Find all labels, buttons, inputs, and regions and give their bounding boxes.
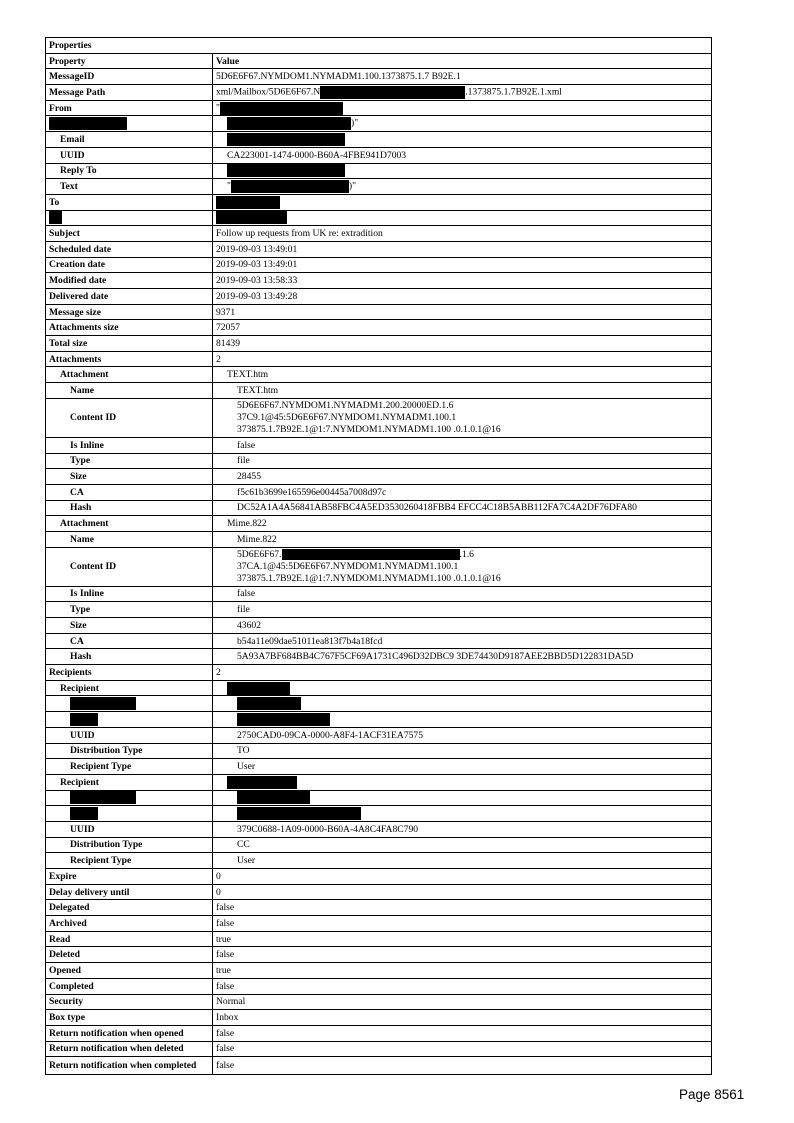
property-value: 28455 <box>213 469 712 485</box>
table-row <box>46 273 712 289</box>
property-label: Delegated <box>46 900 213 916</box>
property-label: Recipient <box>46 680 213 696</box>
property-value <box>213 163 712 179</box>
property-value: CC <box>213 837 712 853</box>
table-row <box>46 712 712 728</box>
table-row <box>46 100 712 116</box>
table-row <box>46 916 712 932</box>
redaction-block <box>237 791 310 804</box>
property-value: 2 <box>213 665 712 681</box>
table-row <box>46 241 712 257</box>
property-value <box>213 774 712 790</box>
property-label: Attachment <box>46 516 213 532</box>
table-row <box>46 790 712 806</box>
table-row <box>46 633 712 649</box>
property-label: Box type <box>46 1010 213 1026</box>
property-label: Subject <box>46 226 213 242</box>
redaction-block <box>227 682 290 695</box>
table-row <box>46 649 712 665</box>
table-title-row <box>46 38 712 54</box>
property-value: 2019-09-03 13:49:01 <box>213 241 712 257</box>
table-row <box>46 69 712 85</box>
table-row <box>46 978 712 994</box>
table-row <box>46 994 712 1010</box>
property-value: TEXT.htm <box>213 383 712 399</box>
redaction-block <box>49 211 62 224</box>
table-row <box>46 665 712 681</box>
property-label: Message size <box>46 304 213 320</box>
property-label: Type <box>46 453 213 469</box>
table-row <box>46 680 712 696</box>
property-value: false <box>213 978 712 994</box>
table-row <box>46 1057 712 1075</box>
property-value: 2019-09-03 13:58:33 <box>213 273 712 289</box>
property-label <box>46 696 213 712</box>
property-label: Hash <box>46 649 213 665</box>
table-row <box>46 900 712 916</box>
property-label: Recipient <box>46 774 213 790</box>
property-value: false <box>213 1041 712 1057</box>
property-value <box>213 132 712 148</box>
content-id-line: 5D6E6F67.NYMDOM1.NYMADM1.200.20000ED.1.6 <box>237 399 454 411</box>
table-row <box>46 257 712 273</box>
property-value: false <box>213 916 712 932</box>
property-value: 9371 <box>213 304 712 320</box>
property-label: UUID <box>46 147 213 163</box>
property-label: Distribution Type <box>46 743 213 759</box>
property-value: false <box>213 947 712 963</box>
table-row <box>46 1025 712 1041</box>
property-label: Security <box>46 994 213 1010</box>
property-label <box>46 712 213 728</box>
table-row <box>46 743 712 759</box>
content-id-line <box>237 549 708 561</box>
property-value <box>213 806 712 822</box>
redaction-block <box>70 791 136 804</box>
property-label: UUID <box>46 821 213 837</box>
table-row <box>46 1010 712 1026</box>
property-label: Deleted <box>46 947 213 963</box>
content-id-line: 373875.1.7B92E.1@1:7.NYMDOM1.NYMADM1.100 .0.1.0.1@16 <box>237 423 501 435</box>
table-row <box>46 163 712 179</box>
table-row <box>46 320 712 336</box>
table-row <box>46 547 712 586</box>
redaction-block <box>282 549 460 560</box>
property-value: User <box>213 853 712 869</box>
property-value: false <box>213 586 712 602</box>
table-title: Properties <box>46 38 712 54</box>
table-row <box>46 696 712 712</box>
property-value: CA223001-1474-0000-B60A-4FBE941D7003 <box>213 147 712 163</box>
table-row <box>46 947 712 963</box>
property-value: 72057 <box>213 320 712 336</box>
property-value: false <box>213 900 712 916</box>
property-label: Recipient Type <box>46 759 213 775</box>
property-value <box>213 85 712 101</box>
property-label: Modified date <box>46 273 213 289</box>
property-label: Delay delivery until <box>46 884 213 900</box>
property-value: f5c61b3699e165596e00445a7008d97c <box>213 484 712 500</box>
property-value: file <box>213 453 712 469</box>
content-id-line: 373875.1.7B92E.1@1:7.NYMDOM1.NYMADM1.100 .0.1.0.1@16 <box>237 572 501 584</box>
property-label: Total size <box>46 336 213 352</box>
property-label: Return notification when opened <box>46 1025 213 1041</box>
table-row <box>46 884 712 900</box>
property-label: Size <box>46 618 213 634</box>
property-value: 43602 <box>213 618 712 634</box>
table-row <box>46 85 712 101</box>
property-label: Scheduled date <box>46 241 213 257</box>
property-label: Content ID <box>46 398 213 437</box>
property-label: Text <box>46 179 213 195</box>
property-value <box>213 547 712 586</box>
table-row <box>46 469 712 485</box>
table-row <box>46 516 712 532</box>
redaction-block <box>227 164 345 177</box>
table-row <box>46 194 712 210</box>
property-value <box>213 398 712 437</box>
redaction-block <box>70 807 98 820</box>
property-label: Type <box>46 602 213 618</box>
property-label: Delivered date <box>46 289 213 305</box>
property-value: 2019-09-03 13:49:01 <box>213 257 712 273</box>
property-label: Message Path <box>46 85 213 101</box>
redaction-block <box>237 713 330 726</box>
property-value: 2019-09-03 13:49:28 <box>213 289 712 305</box>
property-value: 0 <box>213 869 712 885</box>
table-row <box>46 931 712 947</box>
redaction-block <box>220 102 343 115</box>
value-column-header: Value <box>213 53 712 69</box>
property-label: From <box>46 100 213 116</box>
table-row <box>46 132 712 148</box>
property-label <box>46 210 213 226</box>
property-label: Size <box>46 469 213 485</box>
redaction-block <box>227 133 345 146</box>
property-label: Hash <box>46 500 213 516</box>
property-value <box>213 116 712 132</box>
property-label: Return notification when deleted <box>46 1041 213 1057</box>
property-label: Name <box>46 531 213 547</box>
property-value: b54a11e09dae51011ea813f7b4a18fcd <box>213 633 712 649</box>
header-row <box>46 53 712 69</box>
property-value: false <box>213 1057 712 1075</box>
property-value: 2750CAD0-09CA-0000-A8F4-1ACF31EA7575 <box>213 727 712 743</box>
property-label: CA <box>46 484 213 500</box>
property-value <box>213 194 712 210</box>
table-row <box>46 853 712 869</box>
property-value: file <box>213 602 712 618</box>
property-value: true <box>213 931 712 947</box>
text-quote-open: " <box>227 180 231 192</box>
property-value <box>213 100 712 116</box>
property-label: Content ID <box>46 547 213 586</box>
property-value: true <box>213 963 712 979</box>
property-value: 5A93A7BF684BB4C767F5CF69A1731C496D32DBC9 3DE74430D9187AEE2BBD5D122831DA5D <box>213 649 712 665</box>
page-number: Page 8561 <box>679 1087 745 1102</box>
table-row <box>46 226 712 242</box>
table-row <box>46 179 712 195</box>
table-row <box>46 602 712 618</box>
table-row <box>46 774 712 790</box>
from-quote: " <box>216 102 220 114</box>
text-quote-close: )" <box>348 180 357 192</box>
table-row <box>46 837 712 853</box>
property-label <box>46 806 213 822</box>
property-label: CA <box>46 633 213 649</box>
table-row <box>46 618 712 634</box>
property-column-header: Property <box>46 53 213 69</box>
property-value: 379C0688-1A09-0000-B60A-4A8C4FA8C790 <box>213 821 712 837</box>
table-row <box>46 383 712 399</box>
property-label: Read <box>46 931 213 947</box>
property-value: Mime.822 <box>213 516 712 532</box>
property-label: Recipient Type <box>46 853 213 869</box>
table-row <box>46 147 712 163</box>
property-label: Reply To <box>46 163 213 179</box>
table-row <box>46 210 712 226</box>
table-row <box>46 336 712 352</box>
property-value: TEXT.htm <box>213 367 712 383</box>
table-row <box>46 727 712 743</box>
table-row <box>46 821 712 837</box>
property-value <box>213 210 712 226</box>
property-label: Expire <box>46 869 213 885</box>
content-id-prefix: 5D6E6F67. <box>237 548 282 560</box>
property-value <box>213 680 712 696</box>
redaction-block <box>216 211 287 224</box>
property-label: Archived <box>46 916 213 932</box>
redaction-block <box>320 86 465 99</box>
property-value: DC52A1A4A56841AB58FBC4A5ED3530260418FBB4 EFCC4C18B5ABB112FA7C4A2DF76DFA80 <box>213 500 712 516</box>
table-row <box>46 289 712 305</box>
property-label: MessageID <box>46 69 213 85</box>
table-row <box>46 500 712 516</box>
property-value: User <box>213 759 712 775</box>
table-row <box>46 116 712 132</box>
property-label <box>46 790 213 806</box>
message-path-suffix: .1373875.1.7B92E.1.xml <box>465 86 562 98</box>
content-id-suffix: .1.6 <box>459 548 474 560</box>
table-row <box>46 869 712 885</box>
property-value: Normal <box>213 994 712 1010</box>
property-value: 81439 <box>213 336 712 352</box>
property-label: Opened <box>46 963 213 979</box>
table-row <box>46 453 712 469</box>
property-label: Return notification when completed <box>46 1057 213 1075</box>
property-label: Distribution Type <box>46 837 213 853</box>
property-label: To <box>46 194 213 210</box>
property-label: Email <box>46 132 213 148</box>
properties-table <box>45 37 712 1075</box>
table-row <box>46 759 712 775</box>
redaction-block <box>237 697 301 710</box>
table-row <box>46 437 712 453</box>
redaction-block <box>70 713 98 726</box>
property-label: Attachments <box>46 351 213 367</box>
property-label: Is Inline <box>46 586 213 602</box>
property-label: Is Inline <box>46 437 213 453</box>
property-value: 0 <box>213 884 712 900</box>
message-path-prefix: xml/Mailbox/5D6E6F67.N <box>216 86 321 98</box>
content-id-line: 37C9.1@45:5D6E6F67.NYMDOM1.NYMADM1.100.1 <box>237 411 457 423</box>
property-value: 2 <box>213 351 712 367</box>
property-value: false <box>213 1025 712 1041</box>
table-row <box>46 531 712 547</box>
property-label: Recipients <box>46 665 213 681</box>
from-display-close: )" <box>351 117 359 129</box>
table-row <box>46 963 712 979</box>
table-row <box>46 304 712 320</box>
property-label: Attachment <box>46 367 213 383</box>
property-value <box>213 790 712 806</box>
redaction-block <box>216 196 280 209</box>
property-label: Name <box>46 383 213 399</box>
table-row <box>46 398 712 437</box>
property-value: Follow up requests from UK re: extradition <box>213 226 712 242</box>
redaction-block <box>70 697 136 710</box>
table-row <box>46 351 712 367</box>
redaction-block <box>227 776 297 789</box>
property-value <box>213 179 712 195</box>
redaction-block <box>227 117 351 130</box>
property-value: TO <box>213 743 712 759</box>
redaction-block <box>231 180 349 193</box>
table-row <box>46 806 712 822</box>
redaction-block <box>49 117 127 130</box>
property-value: false <box>213 437 712 453</box>
property-label: Completed <box>46 978 213 994</box>
property-value <box>213 696 712 712</box>
property-label <box>46 116 213 132</box>
property-value: Mime.822 <box>213 531 712 547</box>
property-label: Creation date <box>46 257 213 273</box>
table-row <box>46 484 712 500</box>
table-row <box>46 1041 712 1057</box>
content-id-line: 37CA.1@45:5D6E6F67.NYMDOM1.NYMADM1.100.1 <box>237 560 459 572</box>
redaction-block <box>237 807 361 820</box>
property-value: 5D6E6F67.NYMDOM1.NYMADM1.100.1373875.1.7 B92E.1 <box>213 69 712 85</box>
property-value: Inbox <box>213 1010 712 1026</box>
property-label: UUID <box>46 727 213 743</box>
property-label: Attachments size <box>46 320 213 336</box>
property-value <box>213 712 712 728</box>
table-row <box>46 367 712 383</box>
table-row <box>46 586 712 602</box>
